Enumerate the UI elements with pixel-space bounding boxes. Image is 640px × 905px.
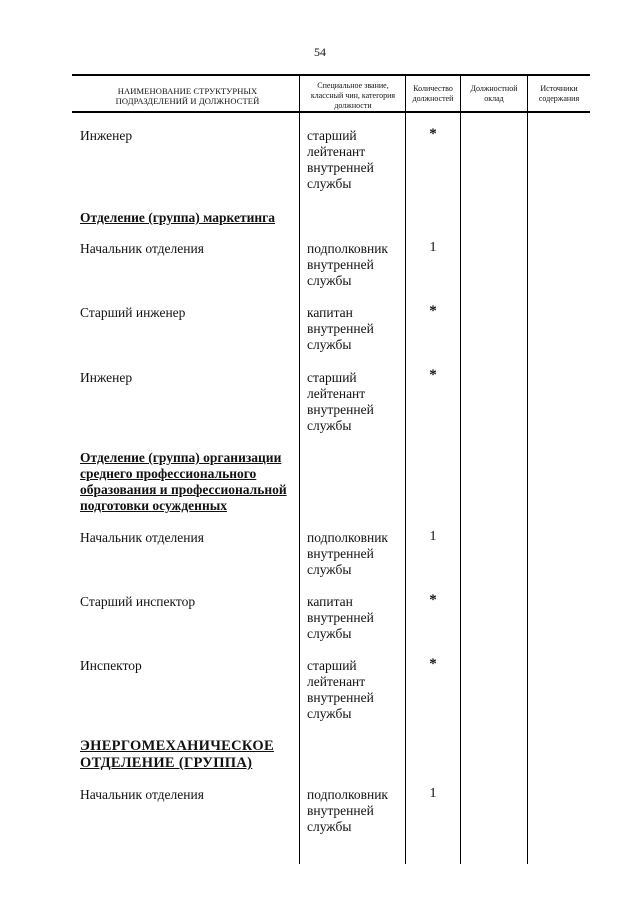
position-quantity: * xyxy=(429,592,437,608)
position-quantity: * xyxy=(429,303,437,319)
col-divider-3 xyxy=(460,74,461,864)
position-name: Начальник отделения xyxy=(80,530,204,545)
section-title: Отделение (группа) организации среднего профессионального образования и профессиональной подготовки осужденных xyxy=(80,450,287,513)
position-quantity: * xyxy=(429,367,437,383)
section-title: Отделение (группа) маркетинга xyxy=(80,210,276,225)
column-header-quantity: Количество должностей xyxy=(412,84,454,103)
position-quantity: * xyxy=(429,656,437,672)
column-header-source: Источники содержания xyxy=(538,84,580,103)
position-name: Инженер xyxy=(80,370,133,385)
position-name: Старший инспектор xyxy=(80,594,196,609)
position-rank: старший лейтенант внутренней службы xyxy=(307,128,374,191)
column-header-name: НАИМЕНОВАНИЕ СТРУКТУРНЫХ ПОДРАЗДЕЛЕНИЙ И ДОЛЖНОСТЕЙ xyxy=(115,86,260,106)
col-divider-1 xyxy=(299,74,300,864)
position-rank: подполковник внутренней службы xyxy=(307,787,388,834)
position-name: Старший инженер xyxy=(80,305,186,320)
position-rank: старший лейтенант внутренней службы xyxy=(307,370,374,433)
col-divider-2 xyxy=(405,74,406,864)
table-header-rule xyxy=(72,111,590,113)
position-quantity: 1 xyxy=(429,529,437,544)
section-title: ЭНЕРГОМЕХАНИЧЕСКОЕ ОТДЕЛЕНИЕ (ГРУППА) xyxy=(80,738,274,771)
table-top-rule xyxy=(72,74,590,76)
position-name: Инспектор xyxy=(80,658,142,673)
col-divider-4 xyxy=(527,74,528,864)
position-rank: капитан внутренней службы xyxy=(307,594,374,641)
position-name: Начальник отделения xyxy=(80,241,204,256)
column-header-rank: Специальное звание, классный чин, категория должности xyxy=(310,81,396,110)
position-quantity: * xyxy=(429,126,437,142)
column-header-salary: Должностной оклад xyxy=(470,84,518,103)
position-rank: подполковник внутренней службы xyxy=(307,241,388,288)
position-rank: капитан внутренней службы xyxy=(307,305,374,352)
position-name: Инженер xyxy=(80,128,133,143)
position-quantity: 1 xyxy=(429,786,437,801)
position-quantity: 1 xyxy=(429,240,437,255)
position-name: Начальник отделения xyxy=(80,787,204,802)
position-rank: старший лейтенант внутренней службы xyxy=(307,658,374,721)
page-number: 54 xyxy=(314,45,326,59)
position-rank: подполковник внутренней службы xyxy=(307,530,388,577)
